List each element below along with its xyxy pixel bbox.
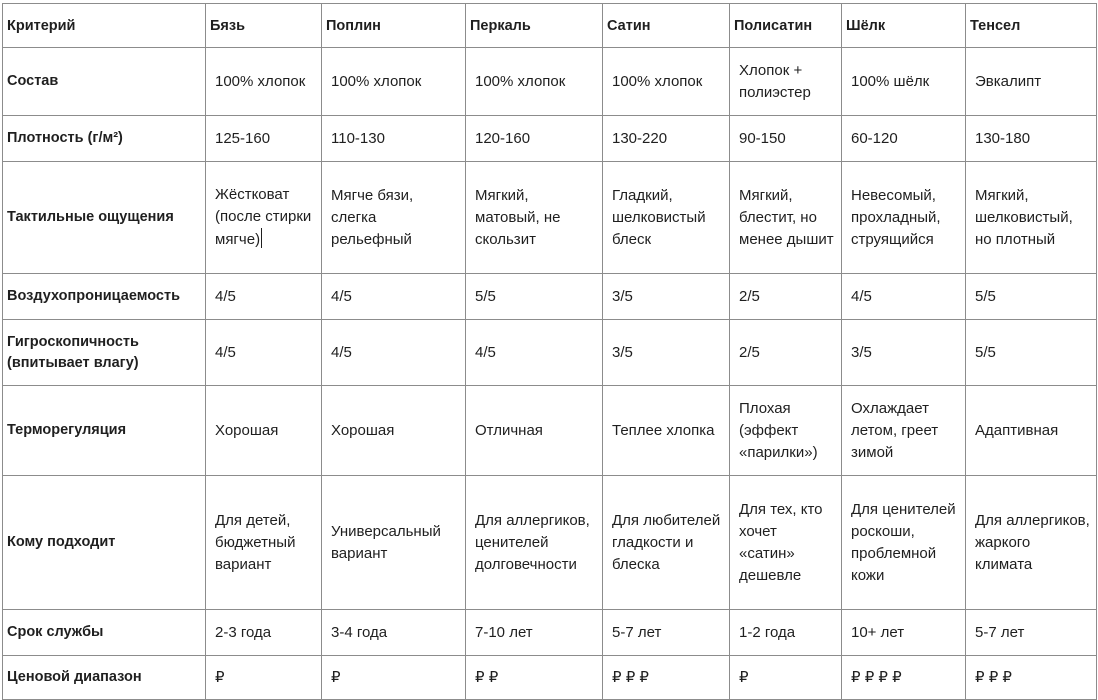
table-cell: Мягкий, шелковистый, но плотный [966, 162, 1097, 274]
table-cell: Охлаждает летом, греет зимой [842, 386, 966, 476]
table-cell: 125-160 [206, 116, 322, 162]
text-cursor [261, 228, 262, 248]
table-cell: Невесомый, прохладный, струящийся [842, 162, 966, 274]
table-cell: Универсальный вариант [322, 476, 466, 610]
table-cell: Теплее хлопка [603, 386, 730, 476]
table-cell: 3/5 [603, 274, 730, 320]
table-cell: Для тех, кто хочет «сатин» дешевле [730, 476, 842, 610]
criterion-label: Гигроскопичность (впитывает влагу) [3, 320, 206, 386]
table-cell: 60-120 [842, 116, 966, 162]
table-cell: Мягкий, блестит, но менее дышит [730, 162, 842, 274]
table-cell: Для детей, бюджетный вариант [206, 476, 322, 610]
table-cell: Адаптивная [966, 386, 1097, 476]
table-cell: 120-160 [466, 116, 603, 162]
table-row-composition [3, 48, 1097, 116]
table-cell: 90-150 [730, 116, 842, 162]
table-cell: 100% хлопок [206, 48, 322, 116]
table-row-thermoregulation [3, 386, 1097, 476]
table-cell: 5-7 лет [603, 610, 730, 656]
table-cell: Для любителей гладкости и блеска [603, 476, 730, 610]
header-silk: Шёлк [842, 4, 966, 48]
table-cell: 10+ лет [842, 610, 966, 656]
table-cell: Эвкалипт [966, 48, 1097, 116]
table-cell: 2/5 [730, 320, 842, 386]
table-cell: 4/5 [322, 320, 466, 386]
table-cell: Гладкий, шелковистый блеск [603, 162, 730, 274]
table-row-tactile [3, 162, 1097, 274]
criterion-label: Терморегуляция [3, 386, 206, 476]
criterion-label: Кому подходит [3, 476, 206, 610]
table-cell: ₽ ₽ ₽ [966, 656, 1097, 700]
table-cell: 5-7 лет [966, 610, 1097, 656]
table-row-density [3, 116, 1097, 162]
table-cell: 5/5 [466, 274, 603, 320]
table-cell: 110-130 [322, 116, 466, 162]
table-cell: 4/5 [206, 274, 322, 320]
table-cell: 100% шёлк [842, 48, 966, 116]
table-cell: Отличная [466, 386, 603, 476]
table-row-lifespan [3, 610, 1097, 656]
criterion-label: Состав [3, 48, 206, 116]
table-cell: 130-180 [966, 116, 1097, 162]
table-cell: Мягче бязи, слегка рельефный [322, 162, 466, 274]
table-cell: ₽ ₽ ₽ ₽ [842, 656, 966, 700]
table-cell: Для аллергиков, жаркого климата [966, 476, 1097, 610]
table-row-breathability [3, 274, 1097, 320]
header-percale: Перкаль [466, 4, 603, 48]
table-cell: Хлопок + полиэстер [730, 48, 842, 116]
table-cell: ₽ [322, 656, 466, 700]
cell-text: Жёстковат (после стирки мягче) [215, 186, 312, 248]
header-satin: Сатин [603, 4, 730, 48]
criterion-label: Воздухопроницаемость [3, 274, 206, 320]
table-cell: ₽ ₽ ₽ [603, 656, 730, 700]
table-cell: Для ценителей роскоши, проблемной кожи [842, 476, 966, 610]
comparison-table [2, 3, 1097, 700]
table-cell: Для аллергиков, ценителей долговечности [466, 476, 603, 610]
table-cell: 130-220 [603, 116, 730, 162]
table-cell: Мягкий, матовый, не скользит [466, 162, 603, 274]
table-cell: 2-3 года [206, 610, 322, 656]
table-cell: ₽ ₽ [466, 656, 603, 700]
table-cell: 5/5 [966, 274, 1097, 320]
criterion-label: Плотность (г/м²) [3, 116, 206, 162]
table-cell: 4/5 [322, 274, 466, 320]
table-cell: 3/5 [842, 320, 966, 386]
header-row [3, 4, 1097, 48]
table-cell: 4/5 [466, 320, 603, 386]
header-poplin: Поплин [322, 4, 466, 48]
criterion-label: Тактильные ощущения [3, 162, 206, 274]
table-cell: Хорошая [206, 386, 322, 476]
table-cell: 3/5 [603, 320, 730, 386]
table-cell: ₽ [206, 656, 322, 700]
header-tencel: Тенсел [966, 4, 1097, 48]
table-cell: 7-10 лет [466, 610, 603, 656]
table-cell: 5/5 [966, 320, 1097, 386]
table-cell: 4/5 [842, 274, 966, 320]
table-cell: 3-4 года [322, 610, 466, 656]
criterion-label: Ценовой диапазон [3, 656, 206, 700]
table-cell: Плохая (эффект «парилки») [730, 386, 842, 476]
table-row-price-range [3, 656, 1097, 700]
table-cell: 4/5 [206, 320, 322, 386]
header-polysatin: Полисатин [730, 4, 842, 48]
table-cell: Хорошая [322, 386, 466, 476]
table-cell: 100% хлопок [466, 48, 603, 116]
table-row-hygroscopicity [3, 320, 1097, 386]
table-cell: ₽ [730, 656, 842, 700]
table-row-suitable-for [3, 476, 1097, 610]
criterion-label: Срок службы [3, 610, 206, 656]
header-criterion: Критерий [3, 4, 206, 48]
table-cell: 1-2 года [730, 610, 842, 656]
table-cell: 2/5 [730, 274, 842, 320]
table-cell-editing[interactable] [206, 162, 322, 274]
header-byaz: Бязь [206, 4, 322, 48]
table-cell: 100% хлопок [322, 48, 466, 116]
table-cell: 100% хлопок [603, 48, 730, 116]
